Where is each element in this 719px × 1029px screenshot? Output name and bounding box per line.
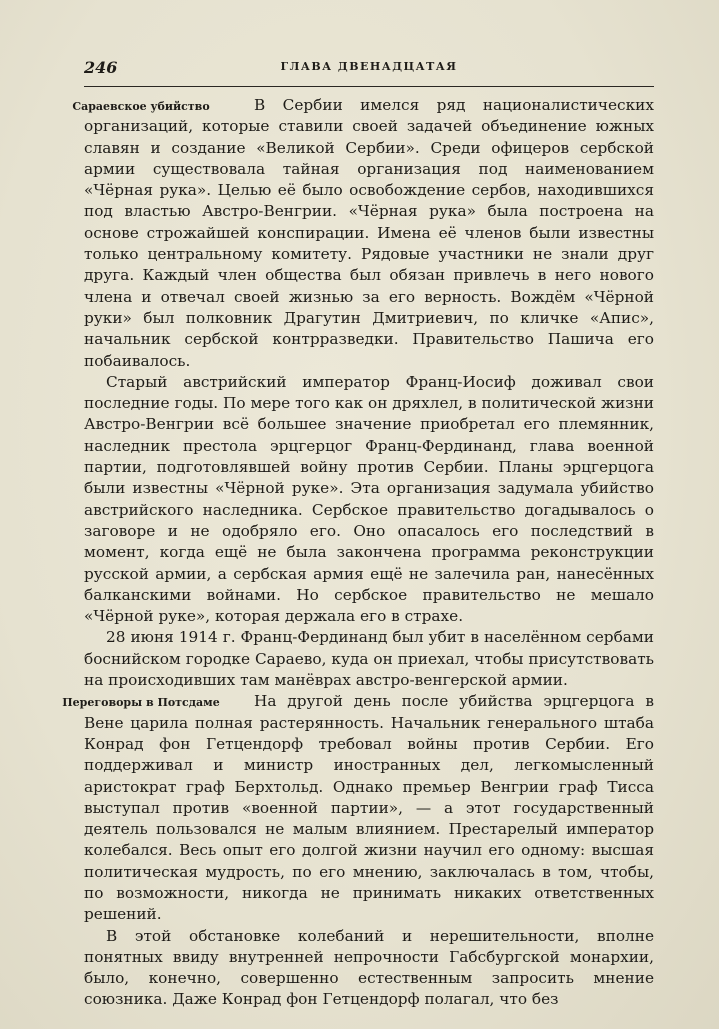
header-rule (84, 86, 654, 87)
paragraph: В этой обстановке колебаний и нерешительности, вполне понятных ввиду внутренней непрочности Габсбургской монархии, было, конечно, совершенно естественным запросить мнение союзника. Даже Конрад фон Гетцендорф полагал, что без (84, 926, 654, 1009)
paragraph: Старый австрийский император Франц-Иосиф доживал свои последние годы. По мере того как он дряхлел, в политической жизни Австро-Венгрии всё большее значение приобретал его племянник, наследник престола эрцгерцог Франц-Фердинанд, глава военной партии, подготовлявшей войну против Сербии. Планы эрцгерцога были известны «Чёрной руке». Эта организация задумала убийство австрийского наследника. Сербское правительство догадывалось о заговоре и не одобряло его. Оно опасалось его последствий в момент, когда ещё не была закончена программа реконструкции русской армии, а сербская армия ещё не залечила ран, нанесённых балканскими войнами. Но сербское правительство не мешало «Чёрной руке», которая держала его в страхе. (84, 372, 654, 626)
page-number: 246 (84, 58, 118, 77)
running-title: ГЛАВА ДВЕНАДЦАТАЯ (280, 60, 458, 73)
paragraph-text: На другой день после убийства эрцгерцога в Вене царила полная растерянность. Начальник генерального штаба Конрад фон Гетцендорф требовал войны против Сербии. Его поддерживал и министр иностранных дел, легкомысленный аристократ граф Берхтольд. Однако премьер Венгрии граф Тисса выступал против «военной партии», — а этот государственный деятель пользовался не малым влиянием. Престарелый император колебался. Весь опыт его долгой жизни научил его одному: высшая политическая мудрость, по его мнению, заключалась в том, чтобы, по возможности, никогда не принимать никаких ответственных решений. (84, 692, 654, 924)
paragraph: 28 июня 1914 г. Франц-Фердинанд был убит в населённом сербами боснийском городке Сараево, куда он приехал, чтобы присутствовать на происходивших там манёврах австро-венгерской армии. (84, 628, 654, 690)
sidenote-sarajevo: Сараевское убийство (72, 100, 210, 113)
paragraph (72, 95, 654, 372)
body-text (62, 95, 654, 1011)
page-header (84, 58, 654, 82)
paragraph (62, 691, 654, 925)
paragraph-text: В Сербии имелся ряд националистических организаций, которые ставили своей задачей объединение южных славян и создание «Великой Сербии». Среди офицеров сербской армии существовала тайная организация под наименованием «Чёрная рука». Целью её было освобождение сербов, находившихся под властью Австро-Венгрии. «Чёрная рука» была построена на основе строжайшей конспирации. Имена её членов были известны только центральному комитету. Рядовые участники не знали друг друга. Каждый член общества был обязан привлечь в него нового члена и отвечал своей жизнью за его верность. Вождём «Чёрной руки» был полковник Драгутин Дмитриевич, по кличке «Апис», начальник сербской контрразведки. Правительство Пашича его побаивалось. (84, 96, 654, 370)
sidenote-potsdam: Переговоры в Потсдаме (62, 696, 220, 710)
